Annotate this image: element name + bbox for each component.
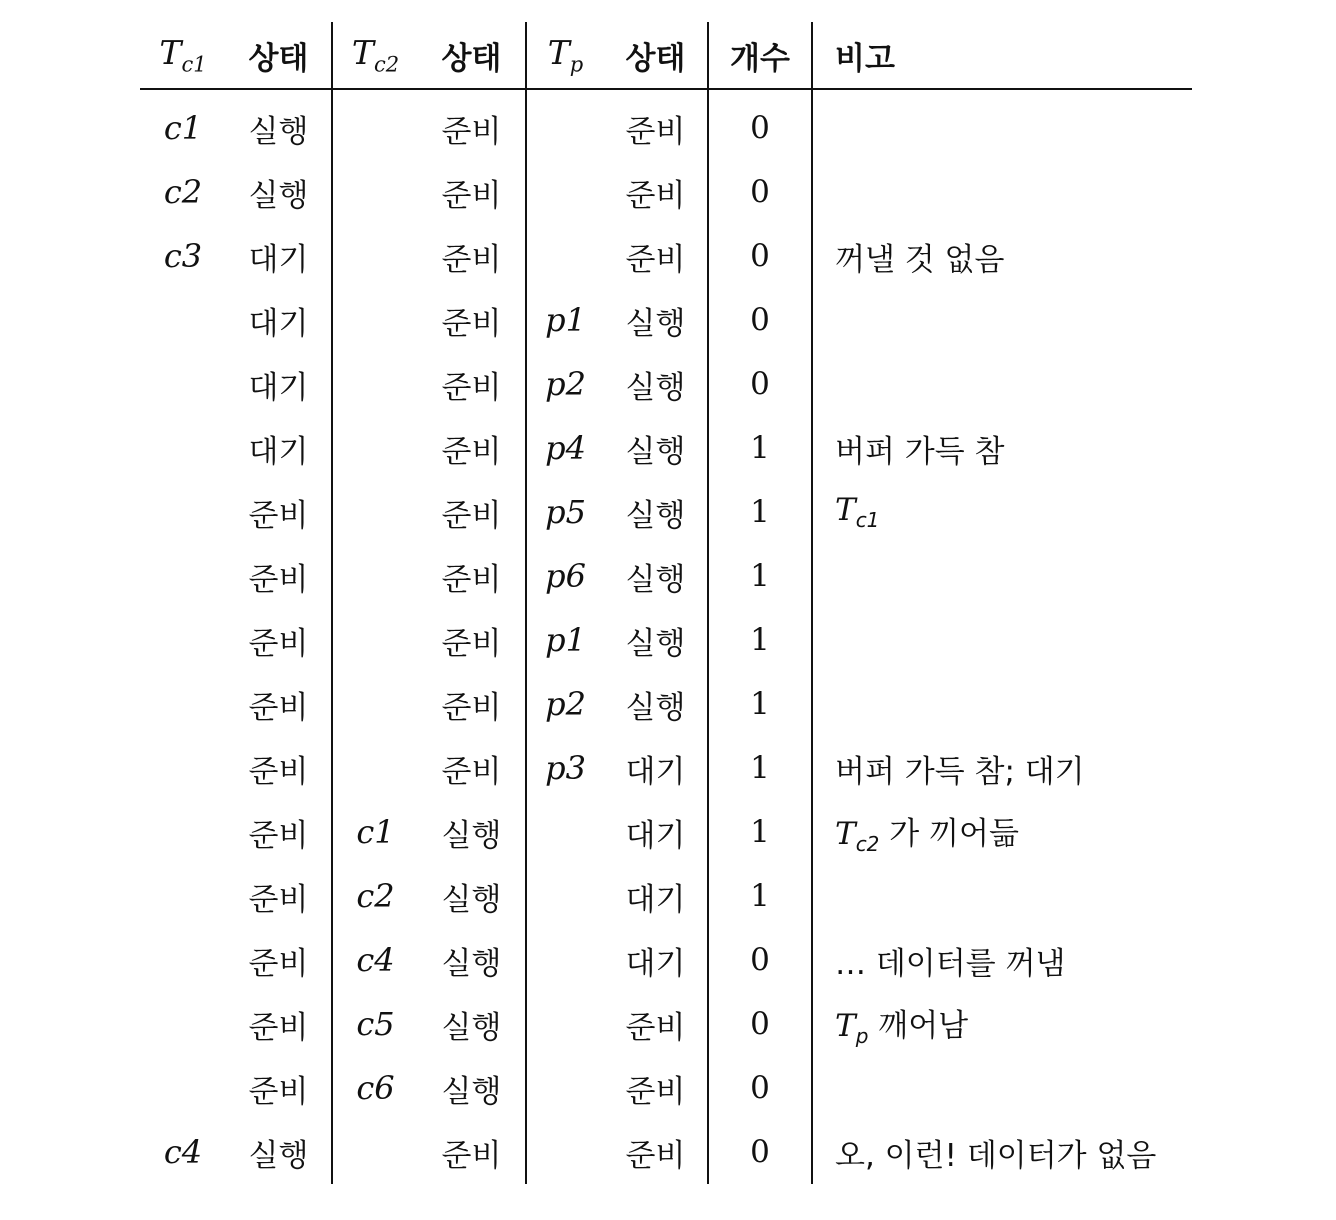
cell-tc1	[140, 864, 226, 928]
cell-state-tp: 실행	[604, 416, 708, 480]
cell-tc1	[140, 288, 226, 352]
cell-tc2: c2	[356, 877, 395, 915]
cell-state-tp: 준비	[604, 89, 708, 160]
cell-note	[812, 928, 1192, 992]
cell-tc1	[140, 800, 226, 864]
cell-tc1	[140, 736, 226, 800]
table-row	[140, 608, 1192, 672]
cell-note	[812, 224, 1192, 288]
cell-state-tc2: 실행	[418, 928, 526, 992]
cell-tc1: c4	[163, 1133, 203, 1171]
header-state-tc1: 상태	[226, 22, 332, 89]
cell-state-tp: 준비	[604, 992, 708, 1056]
cell-state-tc1: 준비	[226, 992, 332, 1056]
cell-state-tc1: 대기	[226, 352, 332, 416]
header-tc2: $T_{c2}$	[332, 22, 418, 89]
note-thread-symbol: T	[835, 1007, 856, 1044]
cell-count: 0	[708, 224, 812, 288]
header-count: 개수	[708, 22, 812, 89]
cell-tc1	[140, 992, 226, 1056]
cell-count: 0	[708, 288, 812, 352]
cell-tp: p2	[545, 365, 586, 403]
cell-count: 1	[708, 800, 812, 864]
cell-state-tp: 대기	[604, 928, 708, 992]
cell-tc1	[140, 1056, 226, 1120]
cell-count: 1	[708, 608, 812, 672]
cell-tp: p1	[545, 621, 586, 659]
cell-state-tp: 대기	[604, 736, 708, 800]
cell-count: 0	[708, 992, 812, 1056]
cell-tc1	[140, 480, 226, 544]
note-thread-symbol: T	[835, 815, 856, 852]
table-row	[140, 288, 1192, 352]
note-thread-subscript: c1	[855, 508, 880, 533]
cell-tp	[526, 992, 604, 1056]
table-row	[140, 1056, 1192, 1120]
cell-tc2: c6	[356, 1069, 395, 1107]
cell-state-tc1: 대기	[226, 288, 332, 352]
note-text: 꺼낼 것 없음	[835, 241, 1005, 278]
cell-state-tc1: 준비	[226, 864, 332, 928]
cell-tp	[526, 928, 604, 992]
table-row	[140, 480, 1192, 544]
cell-state-tp: 실행	[604, 608, 708, 672]
header-state-tc2: 상태	[418, 22, 526, 89]
cell-state-tc1: 준비	[226, 544, 332, 608]
cell-count: 1	[708, 736, 812, 800]
note-text: 버퍼 가득 참; 대기	[835, 753, 1085, 790]
cell-count: 1	[708, 544, 812, 608]
cell-tc1	[140, 608, 226, 672]
cell-state-tp: 실행	[604, 672, 708, 736]
cell-state-tc1: 준비	[226, 1056, 332, 1120]
table-row	[140, 224, 1192, 288]
cell-tc2	[332, 160, 418, 224]
table-row	[140, 672, 1192, 736]
cell-state-tp: 실행	[604, 352, 708, 416]
cell-state-tc1: 준비	[226, 672, 332, 736]
cell-tc1	[140, 544, 226, 608]
cell-note	[812, 416, 1192, 480]
cell-tp: p3	[545, 749, 586, 787]
table-row	[140, 89, 1192, 160]
cell-tc2	[332, 736, 418, 800]
cell-state-tc2: 준비	[418, 480, 526, 544]
cell-count: 1	[708, 480, 812, 544]
table-row	[140, 736, 1192, 800]
cell-state-tc1: 준비	[226, 800, 332, 864]
table-row	[140, 800, 1192, 864]
cell-state-tc1: 실행	[226, 89, 332, 160]
cell-state-tc2: 실행	[418, 992, 526, 1056]
cell-tc2	[332, 224, 418, 288]
cell-state-tc2: 실행	[418, 864, 526, 928]
cell-tp	[526, 160, 604, 224]
cell-tp: p4	[545, 429, 586, 467]
header-row	[140, 22, 1192, 89]
cell-state-tc1: 준비	[226, 608, 332, 672]
header-tc1: $T_{c1}$	[140, 22, 226, 89]
cell-note	[812, 544, 1192, 608]
cell-state-tc2: 준비	[418, 352, 526, 416]
cell-note	[812, 992, 1192, 1056]
note-text: … 데이터를 꺼냄	[835, 945, 1066, 982]
cell-tc2: c4	[356, 941, 395, 979]
cell-count: 0	[708, 1056, 812, 1120]
cell-tp	[526, 864, 604, 928]
cell-note	[812, 736, 1192, 800]
cell-state-tc1: 실행	[226, 1120, 332, 1184]
cell-tc2	[332, 352, 418, 416]
cell-note	[812, 288, 1192, 352]
cell-state-tp: 준비	[604, 224, 708, 288]
header-note: 비고	[812, 22, 1192, 89]
cell-note	[812, 1120, 1192, 1184]
cell-note	[812, 608, 1192, 672]
cell-state-tc2: 준비	[418, 608, 526, 672]
cell-state-tc2: 준비	[418, 224, 526, 288]
cell-note	[812, 800, 1192, 864]
cell-note	[812, 672, 1192, 736]
cell-state-tc2: 준비	[418, 416, 526, 480]
cell-count: 0	[708, 89, 812, 160]
note-text: 버퍼 가득 참	[835, 433, 1005, 470]
cell-state-tc1: 대기	[226, 224, 332, 288]
cell-tp: p1	[545, 301, 586, 339]
header-tp: $T_p$	[526, 22, 604, 89]
table-row	[140, 544, 1192, 608]
trace-table	[140, 22, 1192, 1184]
cell-state-tc1: 실행	[226, 160, 332, 224]
cell-tp	[526, 800, 604, 864]
cell-tc2	[332, 1120, 418, 1184]
cell-note	[812, 352, 1192, 416]
cell-tc1	[140, 672, 226, 736]
cell-tc1	[140, 352, 226, 416]
cell-state-tc2: 준비	[418, 544, 526, 608]
table-row	[140, 928, 1192, 992]
note-thread-subscript: c2	[855, 832, 880, 857]
table-row	[140, 992, 1192, 1056]
cell-tp: p5	[545, 493, 586, 531]
note-thread-symbol: T	[835, 491, 856, 528]
cell-tp: p2	[545, 685, 586, 723]
trace-table-container	[140, 22, 1192, 1184]
cell-tc1: c3	[163, 237, 203, 275]
note-text: 깨어남	[868, 1007, 969, 1044]
cell-tc2	[332, 288, 418, 352]
cell-state-tc1: 준비	[226, 480, 332, 544]
cell-tc2	[332, 544, 418, 608]
header-state-tp: 상태	[604, 22, 708, 89]
table-row	[140, 416, 1192, 480]
note-thread-subscript: p	[855, 1024, 869, 1049]
cell-tc2	[332, 672, 418, 736]
cell-state-tc2: 준비	[418, 1120, 526, 1184]
table-row	[140, 864, 1192, 928]
cell-tp	[526, 89, 604, 160]
cell-state-tp: 대기	[604, 800, 708, 864]
cell-state-tc2: 준비	[418, 160, 526, 224]
cell-tc1: c2	[163, 173, 203, 211]
cell-tc2	[332, 480, 418, 544]
note-text: 가 끼어듦	[879, 815, 1019, 852]
cell-state-tc2: 준비	[418, 672, 526, 736]
cell-count: 1	[708, 864, 812, 928]
cell-state-tp: 준비	[604, 1120, 708, 1184]
cell-tc1	[140, 416, 226, 480]
cell-note	[812, 160, 1192, 224]
cell-state-tc2: 실행	[418, 1056, 526, 1120]
cell-state-tc2: 준비	[418, 89, 526, 160]
cell-tc2: c1	[356, 813, 395, 851]
cell-count: 1	[708, 672, 812, 736]
note-text: 오, 이런! 데이터가 없음	[835, 1137, 1157, 1174]
cell-state-tc2: 준비	[418, 288, 526, 352]
cell-state-tp: 준비	[604, 160, 708, 224]
cell-tc2	[332, 416, 418, 480]
table-row	[140, 352, 1192, 416]
cell-state-tp: 준비	[604, 1056, 708, 1120]
cell-state-tc2: 준비	[418, 736, 526, 800]
cell-count: 0	[708, 1120, 812, 1184]
cell-state-tp: 실행	[604, 480, 708, 544]
cell-state-tc2: 실행	[418, 800, 526, 864]
cell-state-tp: 실행	[604, 544, 708, 608]
cell-count: 0	[708, 160, 812, 224]
cell-tc2: c5	[356, 1005, 395, 1043]
cell-tc1: c1	[163, 109, 203, 147]
cell-tc2	[332, 608, 418, 672]
cell-state-tc1: 대기	[226, 416, 332, 480]
cell-state-tc1: 준비	[226, 928, 332, 992]
cell-note	[812, 480, 1192, 544]
cell-count: 0	[708, 928, 812, 992]
cell-tp	[526, 1056, 604, 1120]
cell-count: 0	[708, 352, 812, 416]
cell-note	[812, 864, 1192, 928]
cell-tp: p6	[545, 557, 586, 595]
cell-tp	[526, 1120, 604, 1184]
cell-note	[812, 1056, 1192, 1120]
cell-tc1	[140, 928, 226, 992]
cell-state-tc1: 준비	[226, 736, 332, 800]
cell-tc2	[332, 89, 418, 160]
table-body	[140, 89, 1192, 1184]
cell-count: 1	[708, 416, 812, 480]
cell-note	[812, 89, 1192, 160]
cell-tp	[526, 224, 604, 288]
table-row	[140, 1120, 1192, 1184]
cell-state-tp: 대기	[604, 864, 708, 928]
table-row	[140, 160, 1192, 224]
cell-state-tp: 실행	[604, 288, 708, 352]
